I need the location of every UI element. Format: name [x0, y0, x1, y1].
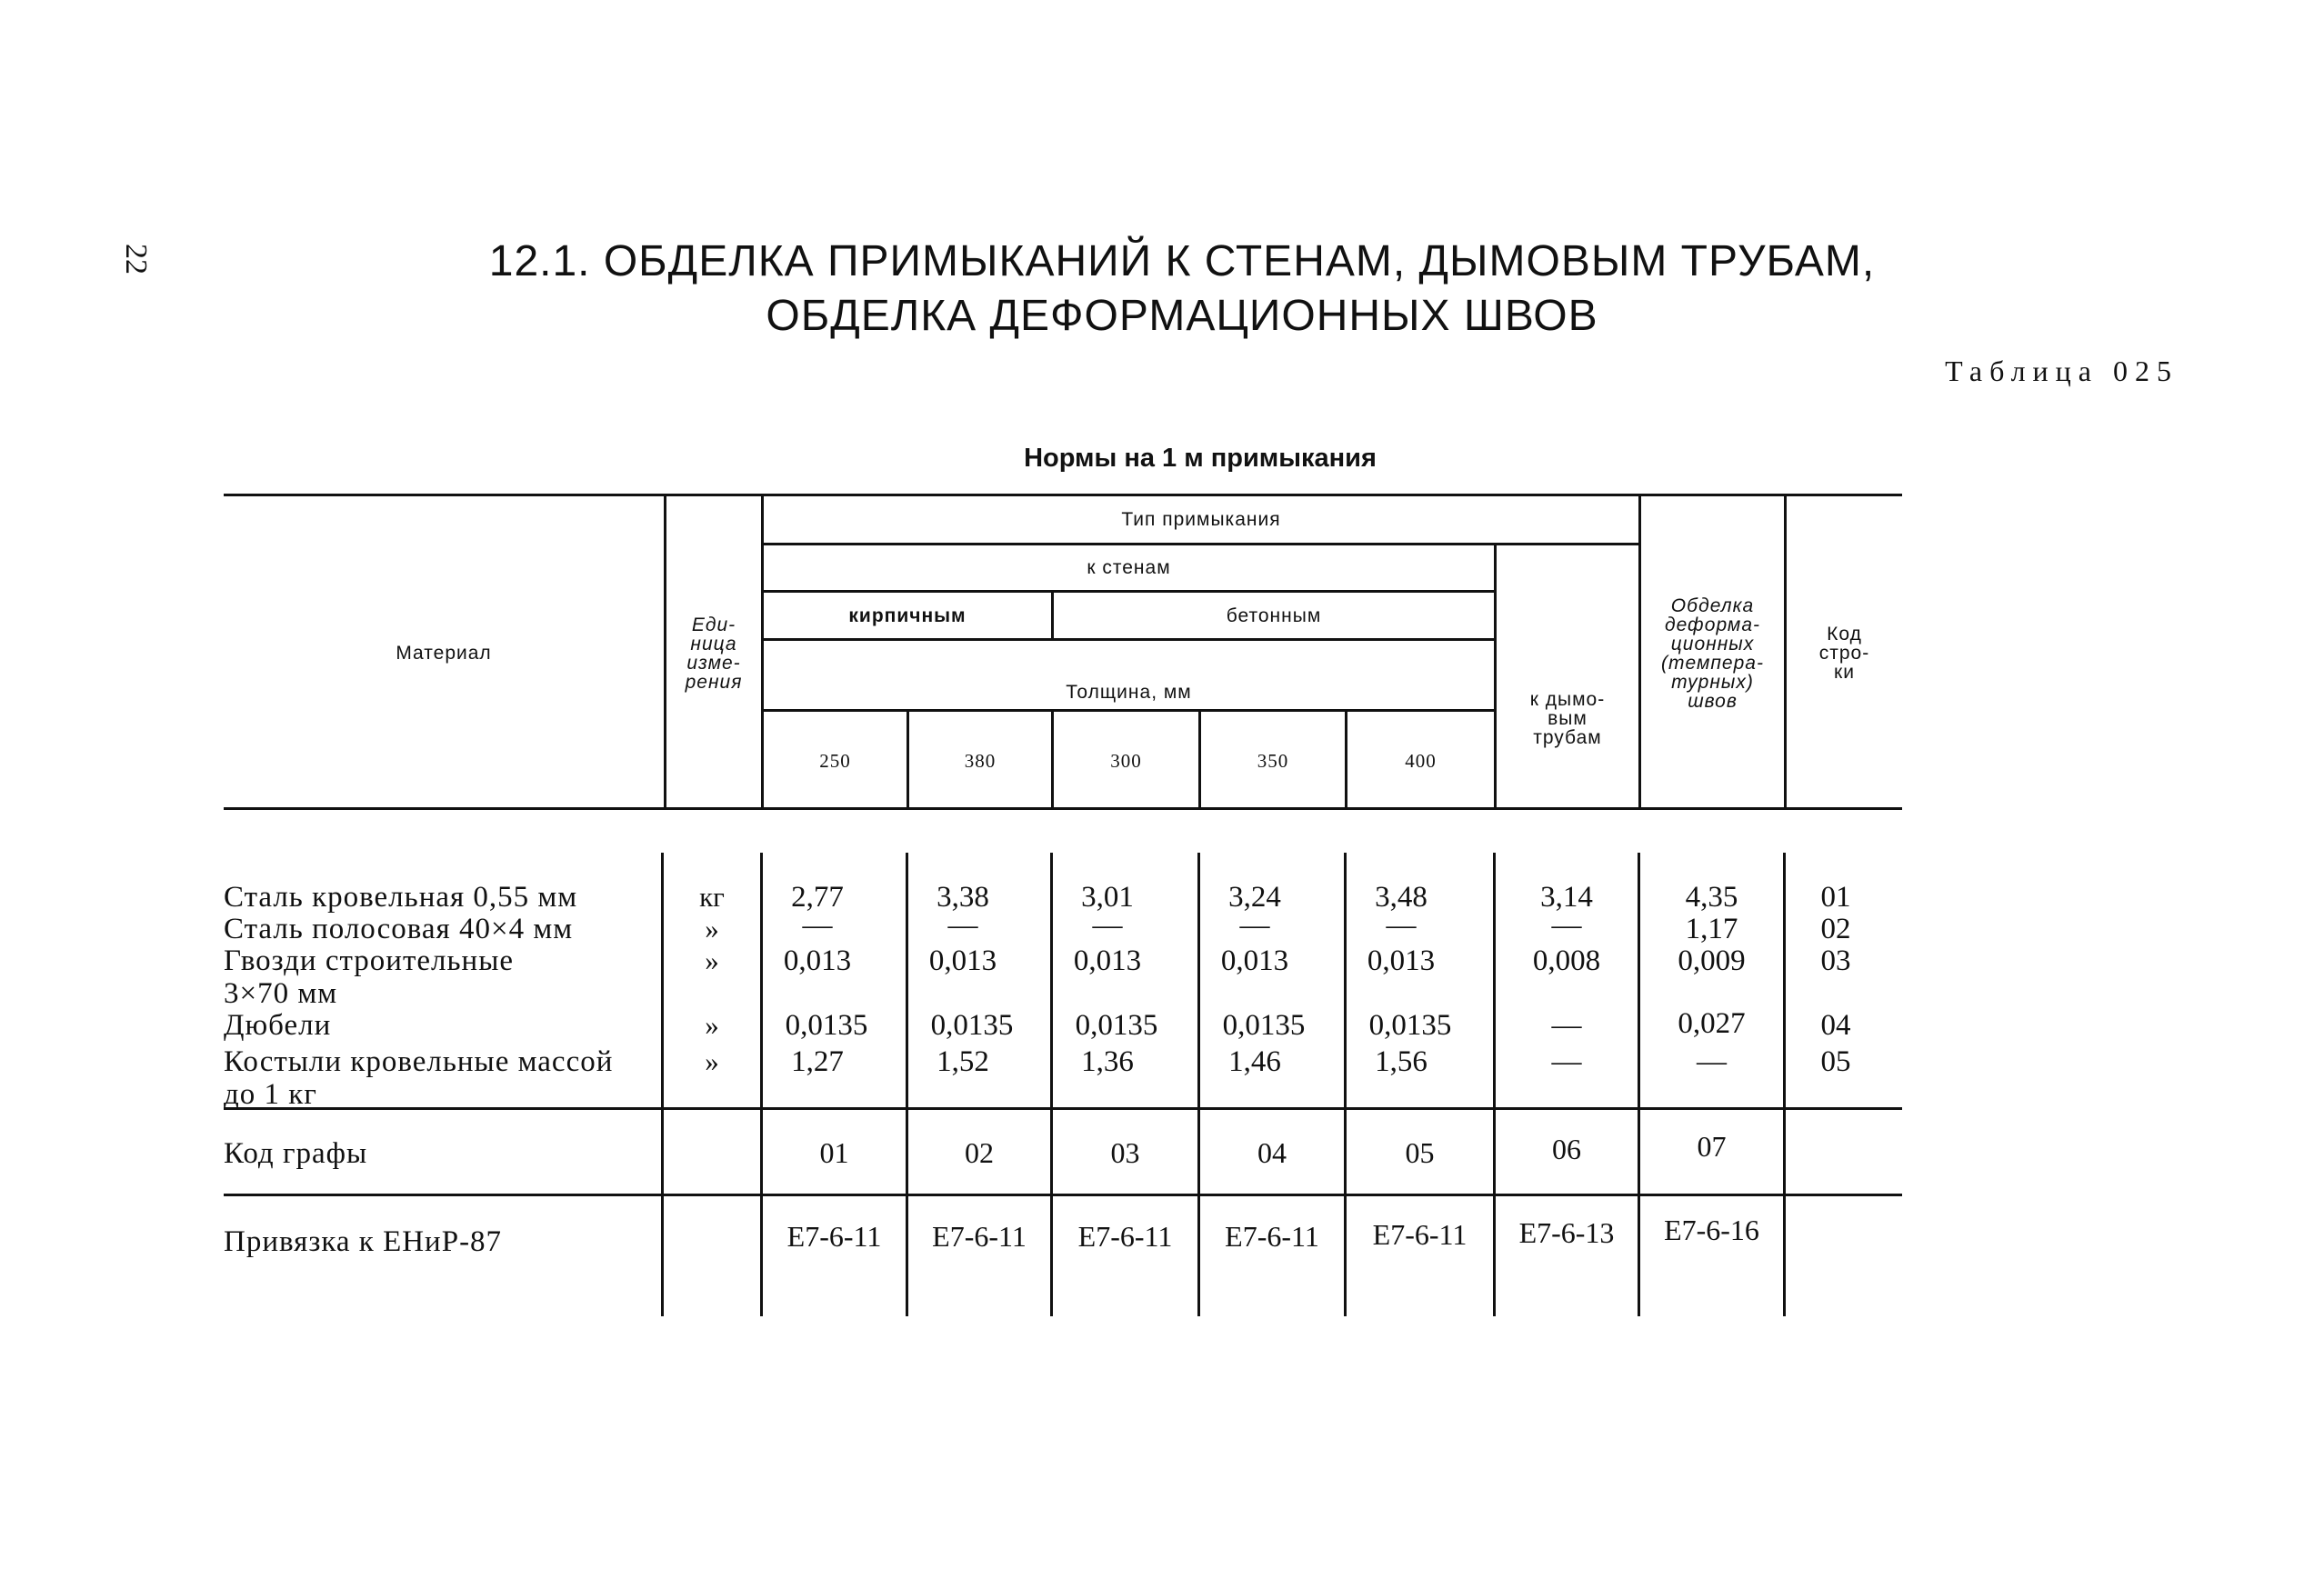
row-value: — — [947, 909, 978, 942]
row-value: 0,0135 — [1222, 1009, 1306, 1042]
row-material: Гвозди строительные 3×70 мм — [224, 944, 515, 1010]
header-material: Материал — [396, 643, 492, 664]
row-unit: » — [705, 1045, 719, 1077]
column-code: 06 — [1552, 1133, 1581, 1165]
row-value: 0,0135 — [1075, 1009, 1158, 1042]
row-value: 0,013 — [928, 944, 997, 977]
row-value: 3,14 — [1540, 881, 1593, 914]
row-value: 3,38 — [937, 881, 989, 914]
row-value: — — [1551, 909, 1582, 942]
header-thickness-380: 380 — [964, 749, 997, 772]
row-value: 1,56 — [1375, 1045, 1427, 1078]
row-material: Дюбели — [224, 1009, 332, 1042]
row-value: — — [1386, 909, 1417, 942]
row-value: 0,009 — [1678, 944, 1746, 977]
reference-value: Е7-6-11 — [786, 1220, 882, 1253]
column-code-label: Код графы — [224, 1137, 368, 1170]
row-value: 0,0135 — [1368, 1009, 1452, 1042]
row-value: 3,24 — [1228, 881, 1281, 914]
row-value: — — [802, 909, 833, 942]
row-code: 03 — [1820, 944, 1851, 977]
row-value: 0,027 — [1678, 1007, 1746, 1040]
header-chimneys: к дымо- вым трубам — [1529, 689, 1606, 748]
heading-line-2: ОБДЕЛКА ДЕФОРМАЦИОННЫХ ШВОВ — [766, 292, 1598, 340]
row-unit: » — [705, 944, 719, 976]
header-unit: Еди- ница изме- рения — [685, 614, 743, 693]
row-value: 0,013 — [1220, 944, 1289, 977]
row-unit: кг — [699, 881, 725, 913]
row-value: 1,52 — [937, 1045, 989, 1078]
section-heading — [473, 235, 1891, 344]
reference-value: Е7-6-11 — [932, 1220, 1027, 1253]
row-value: 1,27 — [791, 1045, 844, 1078]
table-body — [224, 853, 1902, 1316]
column-code: 07 — [1697, 1130, 1727, 1163]
header-thickness-250: 250 — [819, 749, 851, 772]
row-unit: » — [705, 1009, 719, 1041]
header-type: Тип примыкания — [1121, 509, 1281, 530]
table-caption: Нормы на 1 м примыкания — [1024, 444, 1377, 473]
header-deformation: Обделка деформа- ционных (темпера- турных) швов — [1661, 595, 1764, 712]
row-code: 05 — [1820, 1045, 1851, 1078]
reference-value: Е7-6-16 — [1664, 1214, 1759, 1246]
row-value: 0,008 — [1532, 944, 1601, 977]
row-value: — — [1092, 909, 1123, 942]
row-material: Сталь полосовая 40×4 мм — [224, 913, 574, 945]
row-value: 1,36 — [1081, 1045, 1134, 1078]
reference-value: Е7-6-13 — [1518, 1216, 1615, 1249]
reference-value: Е7-6-11 — [1225, 1220, 1319, 1253]
header-thickness-350: 350 — [1257, 749, 1289, 772]
row-value: 0,0135 — [930, 1009, 1014, 1042]
row-value: — — [1239, 909, 1270, 942]
row-value: 0,013 — [1367, 944, 1436, 977]
row-value: 2,77 — [791, 881, 844, 914]
row-value: 3,48 — [1375, 881, 1427, 914]
row-value: 4,35 — [1685, 881, 1738, 914]
header-row-code: Код стро- ки — [1818, 624, 1870, 683]
header-thickness-400: 400 — [1405, 749, 1437, 772]
column-code: 05 — [1405, 1136, 1435, 1169]
row-value: 1,17 — [1685, 913, 1738, 945]
row-code: 02 — [1820, 913, 1851, 945]
column-code: 01 — [819, 1136, 849, 1169]
row-value: — — [1551, 1009, 1582, 1042]
reference-label: Привязка к ЕНиР-87 — [224, 1225, 503, 1258]
row-value: 3,01 — [1081, 881, 1134, 914]
row-value: 0,013 — [783, 944, 852, 977]
header-concrete: бетонным — [1226, 605, 1322, 626]
header-walls: к стенам — [1087, 557, 1171, 578]
row-code: 04 — [1820, 1009, 1851, 1042]
column-code: 04 — [1257, 1136, 1287, 1169]
heading-line-1: 12.1. ОБДЕЛКА ПРИМЫКАНИЙ К СТЕНАМ, ДЫМОВЫМ ТРУБАМ, — [488, 237, 1876, 285]
page-number: 22 — [119, 244, 153, 275]
header-brick: кирпичным — [848, 605, 967, 626]
header-thickness: Толщина, мм — [1066, 682, 1192, 703]
reference-value: Е7-6-11 — [1372, 1218, 1468, 1251]
row-value: 0,0135 — [785, 1009, 868, 1042]
row-material: Сталь кровельная 0,55 мм — [224, 881, 578, 914]
header-thickness-300: 300 — [1110, 749, 1142, 772]
row-value: — — [1697, 1045, 1727, 1078]
reference-value: Е7-6-11 — [1077, 1220, 1173, 1253]
row-code: 01 — [1820, 881, 1851, 914]
row-value: 1,46 — [1228, 1045, 1281, 1078]
row-value: 0,013 — [1073, 944, 1142, 977]
column-code: 02 — [965, 1136, 994, 1169]
row-value: — — [1551, 1045, 1582, 1078]
column-code: 03 — [1110, 1136, 1140, 1169]
row-unit: » — [705, 913, 719, 944]
row-material: Костыли кровельные массой до 1 кг — [224, 1045, 614, 1111]
table-label: Таблица 025 — [1945, 355, 2179, 387]
table-header — [224, 494, 1902, 810]
